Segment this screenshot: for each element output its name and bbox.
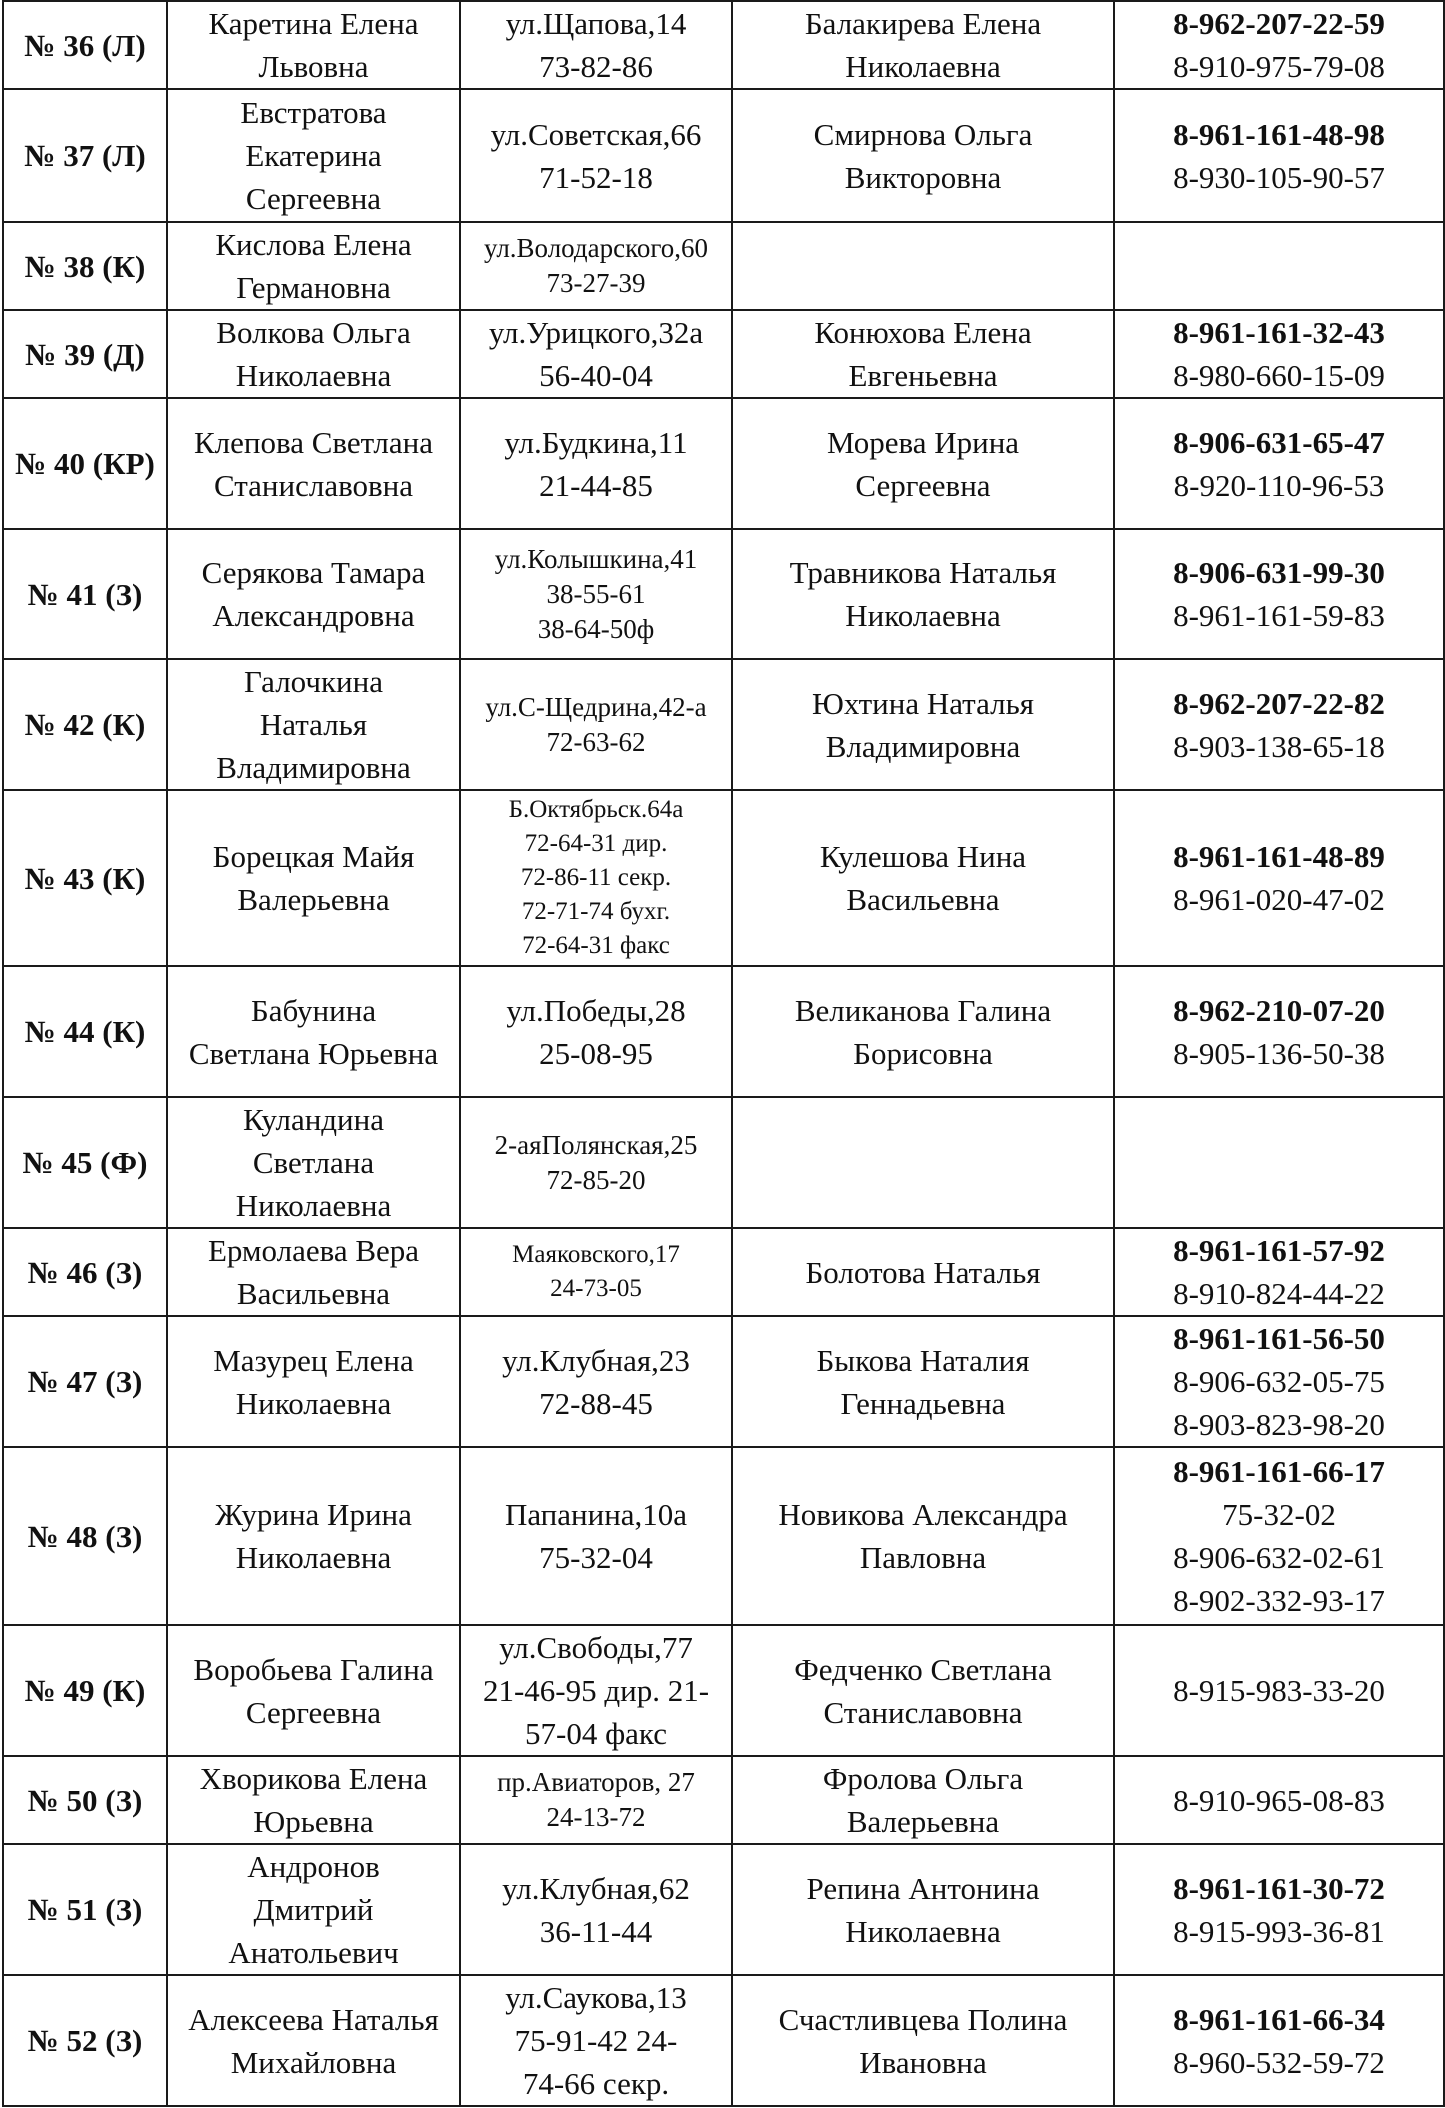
- director-name-line: Андронов: [247, 1849, 380, 1884]
- contact-person-line: Сергеевна: [855, 467, 991, 503]
- director-name-line: Куландина: [242, 1102, 384, 1137]
- address-phone-line: Папанина,10а: [504, 1497, 688, 1532]
- table-row: [3, 1756, 1444, 1844]
- table-row: [3, 1447, 1444, 1625]
- phone-number: 8-980-660-15-09: [1173, 358, 1385, 393]
- address-phone-line: 36-11-44: [539, 1913, 653, 1949]
- address-phone-line: 73-82-86: [539, 49, 653, 84]
- address-phone-line: ул.Свободы,77: [499, 1630, 693, 1665]
- mobile-phones-cell: [1114, 1756, 1444, 1844]
- contact-person-line: Великанова Галина: [794, 992, 1052, 1028]
- address-phone-line: пр.Авиаторов, 27: [497, 1767, 695, 1797]
- director-name-line: Александровна: [212, 598, 415, 633]
- contact-person-line: Болотова Наталья: [805, 1254, 1041, 1290]
- director-name-cell: [167, 1097, 460, 1228]
- contact-person-cell: [732, 1625, 1114, 1756]
- contact-person-cell: [732, 1228, 1114, 1316]
- school-number-cell: № 51 (З): [3, 1844, 167, 1975]
- contact-person-line: Викторовна: [844, 159, 1002, 195]
- director-name-line: Бабунина: [250, 992, 377, 1028]
- phone-number: 8-910-965-08-83: [1173, 1782, 1385, 1818]
- contact-person-cell: [732, 1447, 1114, 1625]
- contact-person-line: Счастливцева Полина: [778, 2001, 1068, 2037]
- director-name-cell: [167, 529, 460, 659]
- phone-number: 8-960-532-59-72: [1173, 2044, 1385, 2080]
- school-number-cell: № 43 (К): [3, 790, 167, 966]
- phone-number: 8-902-332-93-17: [1173, 1583, 1385, 1618]
- mobile-phones-cell: [1114, 1097, 1444, 1228]
- school-number-cell: № 44 (К): [3, 966, 167, 1097]
- table-row: [3, 398, 1444, 529]
- table-row: [3, 1097, 1444, 1228]
- address-phone-line: ул.Советская,66: [490, 116, 702, 152]
- table-row: [3, 790, 1444, 966]
- director-name-line: Кислова Елена: [215, 227, 412, 262]
- mobile-phones-cell: [1114, 1975, 1444, 2106]
- table-row: [3, 222, 1444, 310]
- director-name-line: Львовна: [258, 49, 369, 84]
- address-phone-line: 25-08-95: [539, 1035, 653, 1071]
- address-phone-cell: [460, 1975, 732, 2106]
- mobile-phones-cell: [1114, 222, 1444, 310]
- address-phone-cell: [460, 659, 732, 790]
- contact-person-line: Станиславовна: [823, 1694, 1023, 1730]
- contact-person-line: Репина Антонина: [806, 1870, 1040, 1906]
- contact-person-cell: [732, 310, 1114, 398]
- director-name-cell: [167, 1756, 460, 1844]
- phone-number: 8-961-161-48-98: [1173, 116, 1385, 152]
- phone-number: 8-915-993-36-81: [1173, 1913, 1385, 1949]
- contact-person-line: Николаевна: [845, 598, 1001, 633]
- director-name-cell: [167, 1844, 460, 1975]
- director-name-line: Алексеева Наталья: [188, 2001, 439, 2037]
- contact-person-line: Николаевна: [845, 49, 1001, 84]
- contact-person-cell: [732, 790, 1114, 966]
- director-name-line: Валерьевна: [237, 882, 390, 917]
- phone-number: 8-962-210-07-20: [1173, 992, 1385, 1028]
- school-number-cell: № 45 (Ф): [3, 1097, 167, 1228]
- school-number-cell: № 48 (З): [3, 1447, 167, 1625]
- address-phone-cell: [460, 398, 732, 529]
- director-name-line: Станиславовна: [213, 467, 414, 503]
- school-number-cell: № 37 (Л): [3, 89, 167, 222]
- contact-person-line: Кулешова Нина: [819, 839, 1027, 874]
- mobile-phones-cell: [1114, 790, 1444, 966]
- director-name-line: Николаевна: [235, 1188, 392, 1223]
- address-phone-line: ул.Будкина,11: [504, 424, 688, 460]
- contact-person-cell: [732, 89, 1114, 222]
- table-row: [3, 1625, 1444, 1756]
- contact-person-line: Быкова Наталия: [816, 1342, 1030, 1378]
- address-phone-cell: [460, 1625, 732, 1756]
- table-row: [3, 89, 1444, 222]
- director-name-line: Хворикова Елена: [199, 1761, 428, 1796]
- table-row: [3, 659, 1444, 790]
- director-name-line: Николаевна: [235, 358, 392, 393]
- address-phone-line: 72-71-74 бухг.: [521, 898, 671, 925]
- phone-number: 8-906-631-99-30: [1173, 555, 1385, 590]
- contact-person-line: Валерьевна: [846, 1804, 1000, 1839]
- phone-number: 8-903-823-98-20: [1173, 1407, 1385, 1442]
- director-name-line: Каретина Елена: [208, 6, 419, 41]
- mobile-phones-cell: [1114, 89, 1444, 222]
- director-name-cell: [167, 1316, 460, 1447]
- address-phone-cell: [460, 1756, 732, 1844]
- address-phone-line: 71-52-18: [539, 159, 653, 195]
- address-phone-line: 72-64-31 факс: [522, 932, 670, 959]
- director-name-cell: [167, 1975, 460, 2106]
- address-phone-line: Б.Октябрьск.64а: [508, 796, 684, 823]
- table-row: [3, 310, 1444, 398]
- phone-number: 8-961-161-66-34: [1173, 2001, 1385, 2037]
- phone-number: 8-961-161-32-43: [1173, 315, 1385, 350]
- director-name-line: Ермолаева Вера: [207, 1233, 420, 1268]
- address-phone-line: ул.Щапова,14: [505, 6, 687, 41]
- school-number-cell: № 39 (Д): [3, 310, 167, 398]
- director-name-line: Сергеевна: [245, 1694, 382, 1730]
- phone-number: 8-920-110-96-53: [1173, 467, 1385, 503]
- address-phone-line: ул.Саукова,13: [505, 1980, 687, 2015]
- contact-person-line: Павловна: [859, 1540, 987, 1575]
- address-phone-line: 72-86-11 секр.: [520, 864, 672, 891]
- contact-person-line: Васильевна: [846, 882, 1000, 917]
- director-name-cell: [167, 1625, 460, 1756]
- contact-person-cell: [732, 1975, 1114, 2106]
- contact-person-cell: [732, 659, 1114, 790]
- contact-person-line: Борисовна: [853, 1035, 993, 1071]
- contact-person-cell: [732, 398, 1114, 529]
- director-name-line: Михайловна: [230, 2044, 397, 2080]
- table-row: [3, 1316, 1444, 1447]
- school-number-cell: № 46 (З): [3, 1228, 167, 1316]
- phone-number: 8-906-632-05-75: [1173, 1364, 1385, 1399]
- director-name-cell: [167, 89, 460, 222]
- director-name-line: Галочкина: [244, 664, 383, 699]
- address-phone-line: 56-40-04: [539, 358, 653, 393]
- address-phone-line: 24-73-05: [550, 1275, 642, 1302]
- contact-person-cell: [732, 1756, 1114, 1844]
- director-name-line: Журина Ирина: [215, 1497, 412, 1532]
- address-phone-line: 57-04 факс: [525, 1716, 667, 1751]
- phone-number: 8-961-161-48-89: [1173, 839, 1385, 874]
- phone-number: 8-903-138-65-18: [1173, 728, 1385, 764]
- table-row: [3, 1975, 1444, 2106]
- address-phone-line: 72-63-62: [546, 726, 646, 757]
- address-phone-cell: [460, 966, 732, 1097]
- director-name-line: Сергеевна: [245, 181, 382, 216]
- mobile-phones-cell: [1114, 310, 1444, 398]
- contact-person-line: Травникова Наталья: [789, 555, 1057, 590]
- mobile-phones-cell: [1114, 1, 1444, 89]
- address-phone-line: 38-64-50ф: [537, 613, 655, 644]
- phone-number: 8-905-136-50-38: [1173, 1035, 1385, 1071]
- contact-person-line: Евгеньевна: [848, 358, 998, 393]
- address-phone-line: 75-32-04: [539, 1540, 653, 1575]
- address-phone-cell: [460, 790, 732, 966]
- address-phone-line: ул.Урицкого,32а: [488, 315, 704, 350]
- school-number-cell: № 40 (КР): [3, 398, 167, 529]
- contact-person-line: Юхтина Наталья: [812, 685, 1034, 721]
- phone-number: 8-910-824-44-22: [1173, 1276, 1385, 1311]
- phone-number: 8-906-631-65-47: [1173, 424, 1385, 460]
- director-name-line: Николаевна: [235, 1385, 392, 1421]
- address-phone-cell: [460, 89, 732, 222]
- address-phone-line: ул.Володарского,60: [484, 233, 708, 263]
- school-number-cell: № 41 (З): [3, 529, 167, 659]
- address-phone-cell: [460, 529, 732, 659]
- phone-number: 8-930-105-90-57: [1173, 159, 1385, 195]
- mobile-phones-cell: [1114, 529, 1444, 659]
- contact-person-cell: [732, 1844, 1114, 1975]
- contact-person-cell: [732, 1316, 1114, 1447]
- contact-person-line: Владимировна: [825, 728, 1021, 764]
- address-phone-line: 38-55-61: [546, 578, 646, 609]
- school-number-cell: № 49 (К): [3, 1625, 167, 1756]
- address-phone-cell: [460, 1316, 732, 1447]
- address-phone-cell: [460, 1, 732, 89]
- phone-number: 8-961-161-59-83: [1173, 598, 1385, 633]
- contact-person-line: Фролова Ольга: [822, 1761, 1024, 1796]
- director-name-cell: [167, 1447, 460, 1625]
- contact-person-line: Морева Ирина: [826, 424, 1020, 460]
- director-name-line: Екатерина: [245, 138, 382, 173]
- contact-person-cell: [732, 222, 1114, 310]
- contact-person-line: Николаевна: [845, 1913, 1001, 1949]
- contact-person-line: Конюхова Елена: [814, 315, 1032, 350]
- address-phone-line: 72-85-20: [546, 1164, 646, 1195]
- address-phone-cell: [460, 1228, 732, 1316]
- director-name-line: Серякова Тамара: [201, 555, 426, 590]
- director-name-cell: [167, 222, 460, 310]
- directory-table-body: [3, 1, 1444, 2106]
- address-phone-line: ул.Колышкина,41: [494, 543, 698, 574]
- director-name-line: Анатольевич: [228, 1935, 399, 1970]
- contact-person-cell: [732, 1, 1114, 89]
- address-phone-cell: [460, 1447, 732, 1625]
- school-number-cell: № 42 (К): [3, 659, 167, 790]
- address-phone-line: 2-аяПолянская,25: [494, 1129, 698, 1160]
- director-name-line: Воробьева Галина: [193, 1651, 434, 1687]
- address-phone-line: ул.С-Щедрина,42-а: [485, 691, 707, 722]
- address-phone-line: ул.Клубная,62: [502, 1870, 690, 1906]
- address-phone-line: 21-46-95 дир. 21-: [482, 1673, 710, 1708]
- director-name-line: Васильевна: [236, 1276, 391, 1311]
- director-name-cell: [167, 659, 460, 790]
- phone-number: 8-962-207-22-82: [1173, 685, 1385, 721]
- address-phone-cell: [460, 222, 732, 310]
- mobile-phones-cell: [1114, 1228, 1444, 1316]
- phone-number: 8-961-161-30-72: [1173, 1870, 1385, 1906]
- director-name-line: Мазурец Елена: [213, 1342, 414, 1378]
- mobile-phones-cell: [1114, 1625, 1444, 1756]
- school-number-cell: № 52 (З): [3, 1975, 167, 2106]
- contact-person-line: Балакирева Елена: [804, 6, 1042, 41]
- director-name-cell: [167, 1, 460, 89]
- phone-number: 8-962-207-22-59: [1173, 6, 1385, 41]
- table-row: [3, 529, 1444, 659]
- phone-number: 8-915-983-33-20: [1173, 1673, 1385, 1708]
- school-number-cell: № 47 (З): [3, 1316, 167, 1447]
- mobile-phones-cell: [1114, 398, 1444, 529]
- contact-person-line: Ивановна: [859, 2044, 987, 2080]
- phone-number: 8-961-161-56-50: [1173, 1321, 1385, 1356]
- phone-number: 8-961-161-66-17: [1173, 1454, 1385, 1489]
- mobile-phones-cell: [1114, 1844, 1444, 1975]
- contact-person-line: Геннадьевна: [840, 1385, 1006, 1421]
- mobile-phones-cell: [1114, 1316, 1444, 1447]
- address-phone-line: ул.Победы,28: [506, 992, 686, 1028]
- table-row: [3, 1228, 1444, 1316]
- director-name-line: Юрьевна: [253, 1804, 374, 1839]
- address-phone-line: 74-66 секр.: [522, 2066, 670, 2101]
- school-directory-table: [2, 0, 1445, 2107]
- contact-person-cell: [732, 1097, 1114, 1228]
- contact-person-cell: [732, 966, 1114, 1097]
- director-name-line: Борецкая Майя: [212, 839, 415, 874]
- director-name-line: Германовна: [236, 270, 391, 305]
- contact-person-line: Новикова Александра: [778, 1497, 1068, 1532]
- director-name-line: Светлана: [252, 1145, 375, 1180]
- director-name-cell: [167, 310, 460, 398]
- director-name-cell: [167, 1228, 460, 1316]
- director-name-line: Владимировна: [216, 750, 411, 785]
- mobile-phones-cell: [1114, 966, 1444, 1097]
- table-row: [3, 966, 1444, 1097]
- table-row: [3, 1844, 1444, 1975]
- phone-number: 8-961-020-47-02: [1173, 882, 1385, 917]
- director-name-line: Волкова Ольга: [216, 315, 411, 350]
- contact-person-cell: [732, 529, 1114, 659]
- director-name-line: Николаевна: [235, 1540, 392, 1575]
- director-name-line: Дмитрий: [253, 1892, 374, 1927]
- address-phone-line: 24-13-72: [546, 1802, 646, 1832]
- director-name-line: Светлана Юрьевна: [188, 1035, 439, 1071]
- phone-number: 8-910-975-79-08: [1173, 49, 1385, 84]
- director-name-cell: [167, 398, 460, 529]
- address-phone-cell: [460, 1097, 732, 1228]
- director-name-line: Евстратова: [240, 95, 387, 130]
- table-row: [3, 1, 1444, 89]
- director-name-cell: [167, 790, 460, 966]
- school-number-cell: № 50 (З): [3, 1756, 167, 1844]
- phone-number: 75-32-02: [1222, 1497, 1336, 1532]
- address-phone-line: 75-91-42 24-: [514, 2023, 678, 2058]
- contact-person-line: Федченко Светлана: [794, 1651, 1052, 1687]
- director-name-line: Клепова Светлана: [194, 424, 433, 460]
- contact-person-line: Смирнова Ольга: [813, 116, 1033, 152]
- director-name-line: Наталья: [259, 707, 368, 742]
- address-phone-line: 72-64-31 дир.: [524, 830, 668, 857]
- mobile-phones-cell: [1114, 659, 1444, 790]
- mobile-phones-cell: [1114, 1447, 1444, 1625]
- address-phone-line: 72-88-45: [539, 1385, 653, 1421]
- school-number-cell: № 36 (Л): [3, 1, 167, 89]
- phone-number: 8-961-161-57-92: [1173, 1233, 1385, 1268]
- school-number-cell: № 38 (К): [3, 222, 167, 310]
- address-phone-line: Маяковского,17: [512, 1241, 680, 1268]
- address-phone-line: 73-27-39: [546, 268, 646, 298]
- address-phone-cell: [460, 310, 732, 398]
- phone-number: 8-906-632-02-61: [1173, 1540, 1385, 1575]
- address-phone-line: ул.Клубная,23: [502, 1342, 690, 1378]
- address-phone-line: 21-44-85: [539, 467, 653, 503]
- address-phone-cell: [460, 1844, 732, 1975]
- director-name-cell: [167, 966, 460, 1097]
